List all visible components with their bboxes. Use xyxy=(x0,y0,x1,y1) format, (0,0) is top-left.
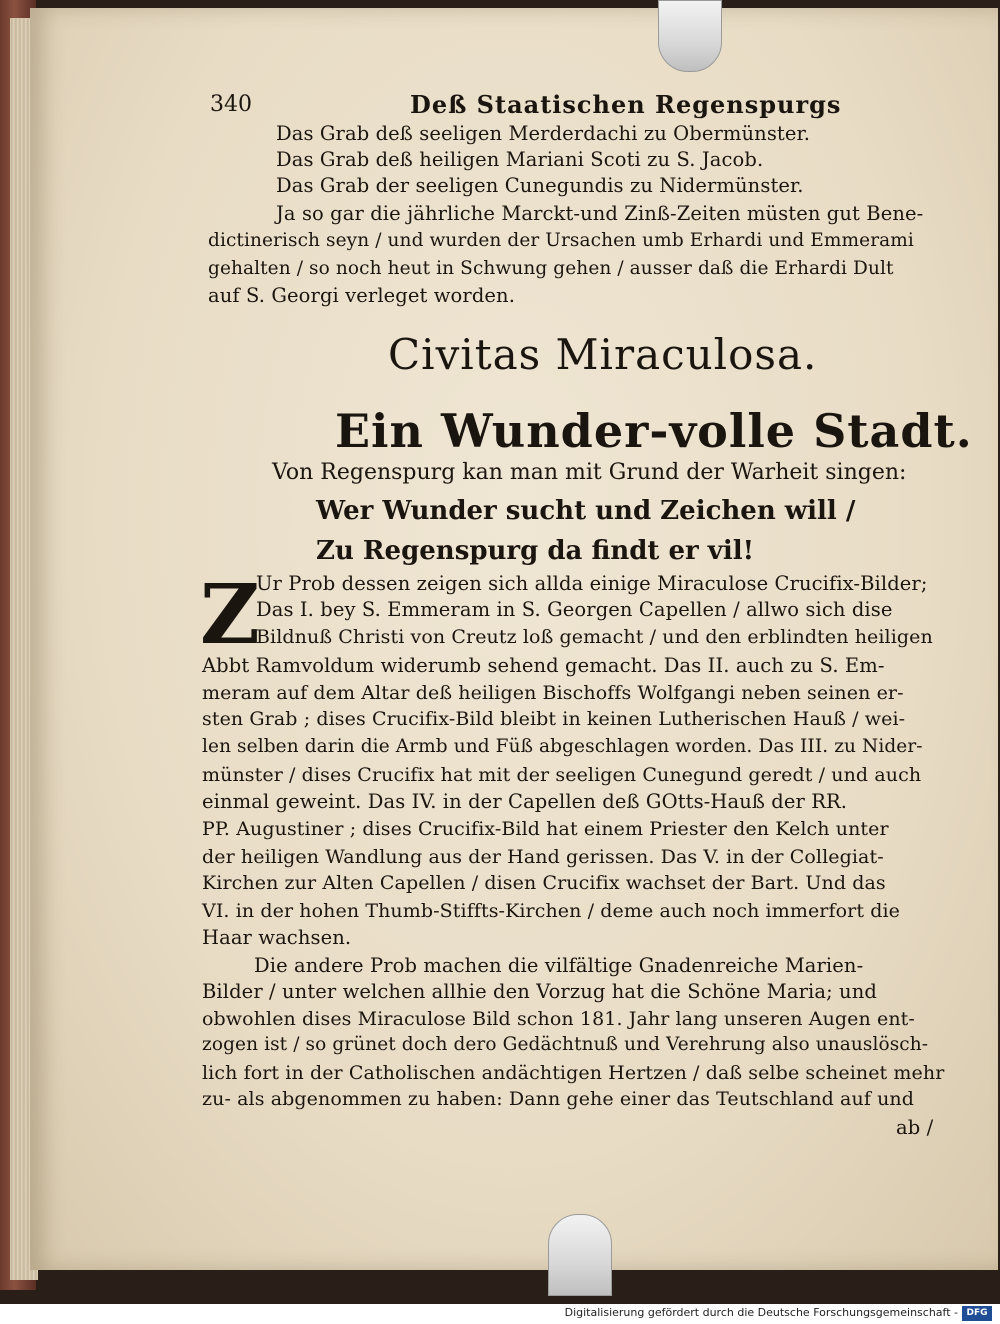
verse-line-2: Zu Regenspurg da findt er vil! xyxy=(316,536,755,566)
p1-line-7: len selben darin die Armb und Füß abgeschlagen worden. Das III. zu Nider- xyxy=(202,736,923,757)
intro-line: Von Regenspurg kan man mit Grund der Warheit singen: xyxy=(272,460,907,485)
top-line-2: Das Grab deß heiligen Mariani Scoti zu S. Jacob. xyxy=(276,148,764,171)
top-line-3: Das Grab der seeligen Cunegundis zu Nidermünster. xyxy=(276,174,804,197)
p1-line-2: Das I. bey S. Emmeram in S. Georgen Capellen / allwo sich dise xyxy=(256,598,893,621)
p1-line-9: einmal geweint. Das IV. in der Capellen deß GOtts-Hauß der RR. xyxy=(202,790,848,813)
p1-line-5: meram auf dem Altar deß heiligen Bischoffs Wolfgangi neben seinen er- xyxy=(202,682,904,704)
page-clip-top xyxy=(658,0,722,72)
p1-line-12: Kirchen zur Alten Capellen / disen Crucifix wachset der Bart. Und das xyxy=(202,872,886,894)
heading-latin: Civitas Miraculosa. xyxy=(388,330,818,379)
heading-german: Ein Wunder-volle Stadt. xyxy=(335,404,973,458)
p1-line-8: münster / dises Crucifix hat mit der seeligen Cunegund geredt / und auch xyxy=(202,764,922,786)
page-clip-bottom xyxy=(548,1214,612,1296)
p1-line-1: Ur Prob dessen zeigen sich allda einige Miraculose Crucifix-Bilder; xyxy=(256,572,928,595)
top-line-5: dictinerisch seyn / und wurden der Ursachen umb Erhardi und Emmerami xyxy=(208,230,914,251)
p2-line-1: Die andere Prob machen die vilfältige Gnadenreiche Marien- xyxy=(254,954,864,977)
running-header: Deß Staatischen Regenspurgs xyxy=(410,90,842,119)
p1-line-11: der heiligen Wandlung aus der Hand gerissen. Das V. in der Collegiat- xyxy=(202,846,884,868)
p1-line-10: PP. Augustiner ; dises Crucifix-Bild hat einem Priester den Kelch unter xyxy=(202,818,889,840)
verse-line-1: Wer Wunder sucht und Zeichen will / xyxy=(316,496,856,526)
p1-line-14: Haar wachsen. xyxy=(202,926,352,949)
dfg-logo: DFG xyxy=(962,1306,992,1321)
p2-line-2: Bilder / unter welchen allhie den Vorzug hat die Schöne Maria; und xyxy=(202,980,877,1003)
top-line-1: Das Grab deß seeligen Merderdachi zu Obermünster. xyxy=(276,122,811,145)
top-line-4: Ja so gar die jährliche Marckt-und Zinß-Zeiten müsten gut Bene- xyxy=(276,202,924,225)
drop-cap: Z xyxy=(200,567,260,663)
p2-line-3: obwohlen dises Miraculose Bild schon 181. Jahr lang unseren Augen ent- xyxy=(202,1008,915,1030)
catchword: ab / xyxy=(896,1116,934,1139)
page-number: 340 xyxy=(210,92,252,117)
footer-credit: Digitalisierung gefördert durch die Deutsche Forschungsgemeinschaft - xyxy=(564,1306,958,1319)
p1-line-6: sten Grab ; dises Crucifix-Bild bleibt in keinen Lutherischen Hauß / wei- xyxy=(202,708,906,730)
p1-line-4: Abbt Ramvoldum widerumb sehend gemacht. Das II. auch zu S. Em- xyxy=(202,654,885,677)
top-line-7: auf S. Georgi verleget worden. xyxy=(208,284,516,307)
p2-line-6: zu- als abgenommen zu haben: Dann gehe einer das Teutschland auf und xyxy=(202,1088,915,1110)
p1-line-13: VI. in der hohen Thumb-Stiffts-Kirchen / deme auch noch immerfort die xyxy=(202,900,900,922)
top-line-6: gehalten / so noch heut in Schwung gehen / ausser daß die Erhardi Dult xyxy=(208,258,894,279)
p2-line-5: lich fort in der Catholischen andächtigen Hertzen / daß selbe scheinet mehr xyxy=(202,1062,945,1084)
p1-line-3: Bildnuß Christi von Creutz loß gemacht / und den erblindten heiligen xyxy=(256,626,933,648)
p2-line-4: zogen ist / so grünet doch dero Gedächtnuß und Verehrung also unauslösch- xyxy=(202,1034,929,1055)
